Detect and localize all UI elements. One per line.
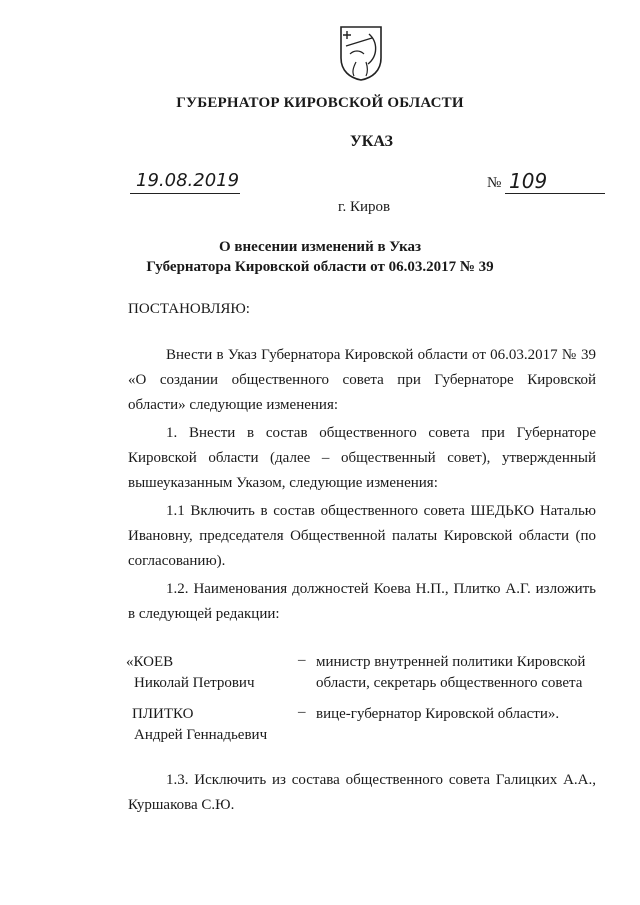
kirov-oblast-coat-of-arms-icon	[338, 24, 384, 82]
member-given-name: Николай Петрович	[134, 675, 255, 691]
member-surname: ПЛИТКО	[132, 706, 194, 722]
document-type: УКАЗ	[350, 133, 393, 150]
document-number: 109	[505, 168, 605, 194]
member-given-name: Андрей Геннадьевич	[134, 727, 268, 743]
item-1-1-paragraph: 1.1 Включить в состав общественного совета ШЕДЬКО Наталью Ивановну, председателя Общественной палаты Кировской области (по согласованию).	[128, 503, 596, 569]
member-dash: –	[298, 652, 306, 668]
member-surname: «КОЕВ	[126, 654, 174, 670]
member-name	[126, 652, 255, 694]
member-dash: –	[298, 704, 306, 720]
item-1-3-paragraph: 1.3. Исключить из состава общественного совета Галицких А.А., Куршакова С.Ю.	[128, 772, 596, 813]
organization-heading: ГУБЕРНАТОР КИРОВСКОЙ ОБЛАСТИ	[176, 95, 464, 111]
member-role: вице-губернатор Кировской области».	[316, 706, 560, 722]
number-label: №	[487, 175, 502, 191]
item-1-2-paragraph: 1.2. Наименования должностей Коева Н.П., Плитко А.Г. изложить в следующей редакции:	[128, 581, 596, 622]
decree-word: ПОСТАНОВЛЯЮ:	[128, 301, 250, 317]
item-1-paragraph: 1. Внести в состав общественного совета при Губернаторе Кировской области (далее – общественный совет), утвержденный вышеуказанным Указом, следующие изменения:	[128, 425, 596, 491]
document-date: 19.08.2019	[130, 168, 240, 194]
member-name	[132, 704, 267, 746]
city: г. Киров	[338, 199, 391, 215]
title-line-2: Губернатора Кировской области от 06.03.2017 № 39	[146, 259, 494, 275]
title-line-1: О внесении изменений в Указ	[218, 239, 422, 255]
member-role: министр внутренней политики Кировской области, секретарь общественного совета	[316, 654, 586, 691]
document-title	[0, 237, 640, 277]
intro-paragraph: Внести в Указ Губернатора Кировской области от 06.03.2017 № 39 «О создании общественного совета при Губернаторе Кировской области» следующие изменения:	[128, 347, 596, 413]
